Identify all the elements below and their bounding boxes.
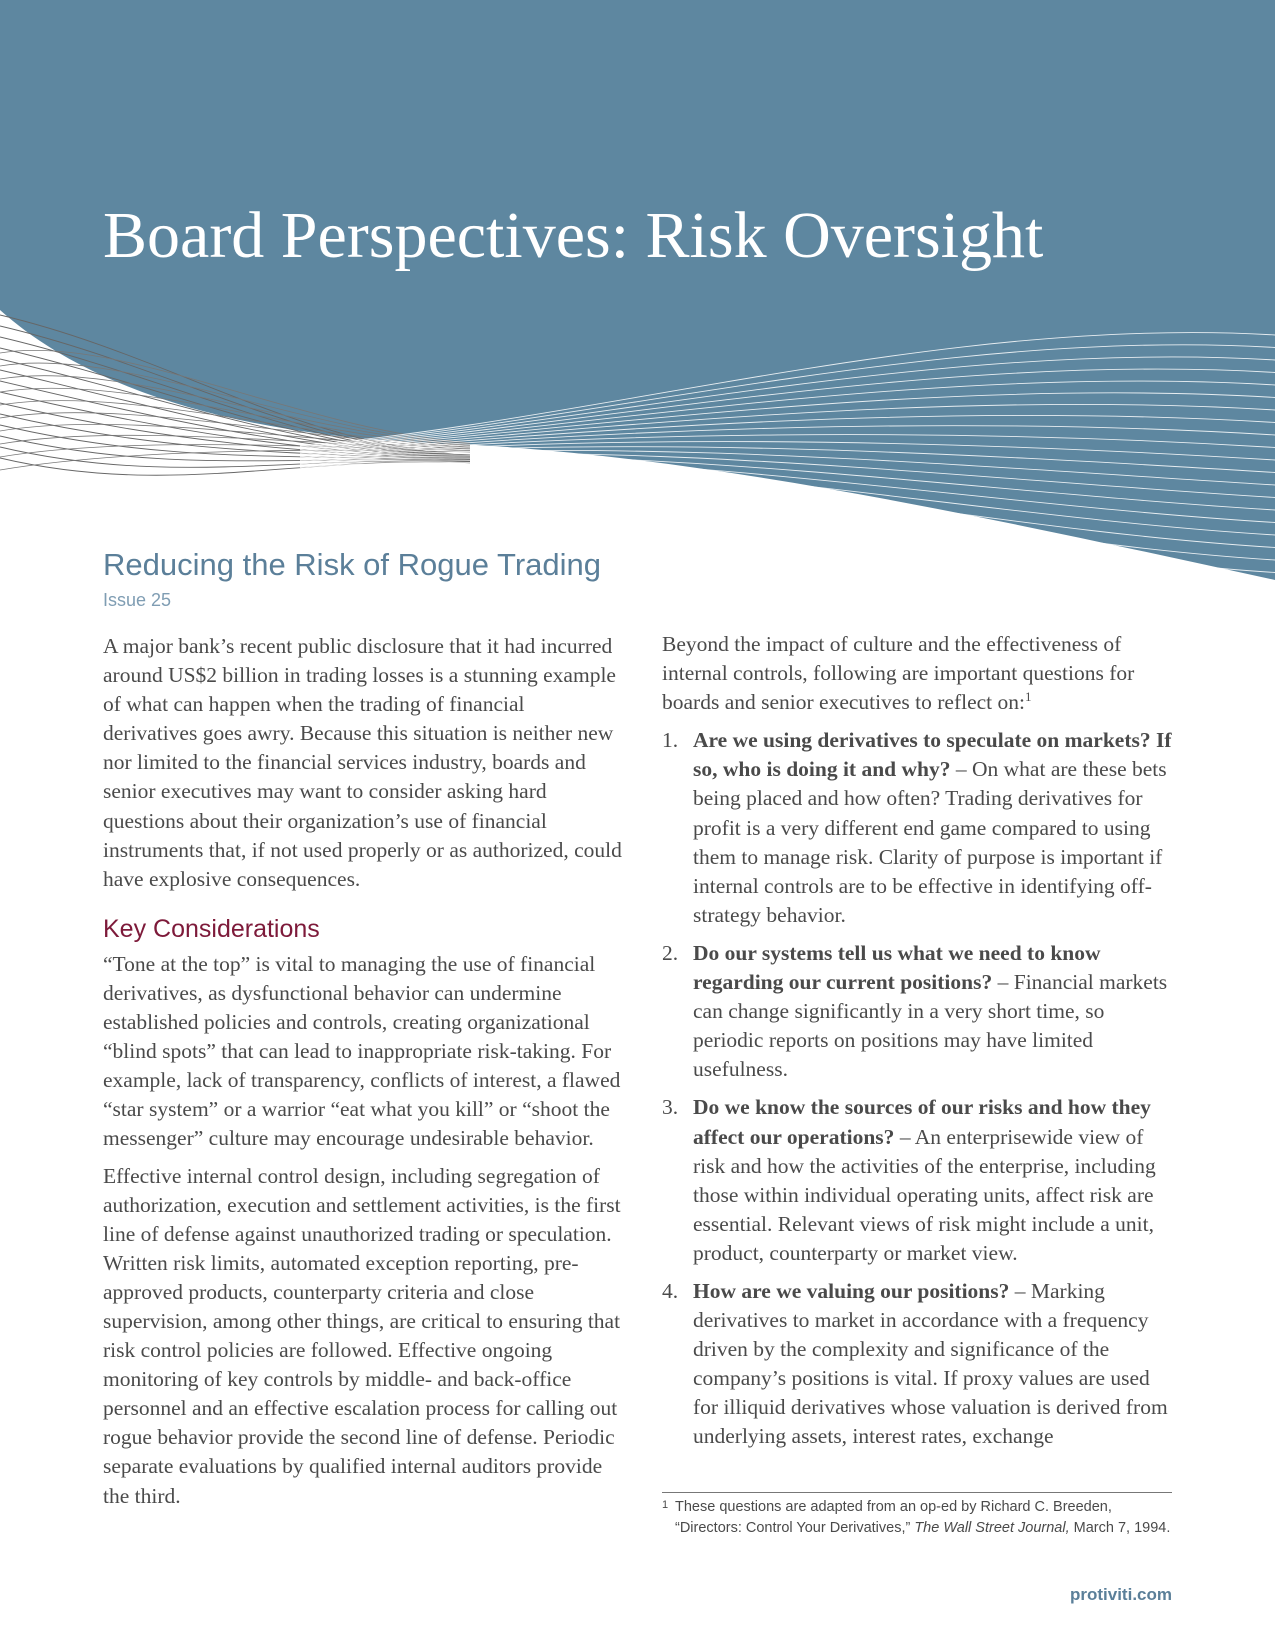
intro-paragraph: A major bank’s recent public disclosure that it had incurred around US$2 billion in trading losses is a stunning example of what can happen when the trading of financial derivatives goes awry. Because this situation is neither new nor limited to the financial services industry, boards and senior executives may want to consider asking hard questions about their organization’s use of financial instruments that, if not used properly or as authorized, could have explosive consequences. xyxy=(103,634,622,891)
list-item-number: 4. xyxy=(662,1278,679,1303)
section-heading-key-considerations: Key Considerations xyxy=(103,914,320,943)
list-item xyxy=(662,1093,1172,1268)
header-banner-background xyxy=(0,0,1275,580)
footnote-mark: 1 xyxy=(662,1499,669,1511)
body-paragraph-internal-control: Effective internal control design, including segregation of authorization, execution and settlement activities, is the first line of defense against unauthorized trading or speculation. Written risk limits, automated exception reporting, pre-approved products, counterparty criteria and close supervision, among other things, are critical to ensuring that risk control policies are followed. Effective ongoing monitoring of key controls by middle- and back-office personnel and an effective escalation process for calling out rogue behavior provide the second line of defense. Periodic separate evaluations by qualified internal auditors provide the third. xyxy=(103,1163,621,1508)
list-item-number: 3. xyxy=(662,1095,679,1120)
footnote-text xyxy=(662,1497,1177,1539)
footnote-text-after: March 7, 1994. xyxy=(1069,1520,1171,1536)
answer-text: – On what are these bets being placed and how often? Trading derivatives for profit is a very different end game compared to using them to manage risk. Clarity of purpose is important if internal controls are to be effective in identifying off-strategy behavior. xyxy=(693,757,1167,927)
question-text: How are we valuing our positions? xyxy=(693,1278,1010,1303)
header-banner-graphic xyxy=(0,0,1275,590)
answer-text: – Financial markets can change significantly in a very short time, so periodic reports on positions may have limited usefulness. xyxy=(693,970,1168,1082)
list-item xyxy=(662,726,1172,930)
issue-number: Issue 25 xyxy=(103,590,172,610)
footnote-divider xyxy=(662,1492,1172,1493)
answer-text: – An enterprisewide view of risk and how the activities of the enterprise, including those within individual operating units, affect risk are essential. Relevant views of risk might include a unit, product, counterparty or market view. xyxy=(693,1124,1156,1265)
questions-intro xyxy=(662,630,1172,717)
question-text: Do we know the sources of our risks and how they affect our operations? xyxy=(693,1095,1151,1149)
list-item xyxy=(662,1277,1172,1452)
questions-intro-text: Beyond the impact of culture and the effectiveness of internal controls, following are important questions for boards and senior executives to reflect on: xyxy=(662,632,1135,715)
question-text: Do our systems tell us what we need to know regarding our current positions? xyxy=(693,940,1101,995)
article-title: Reducing the Risk of Rogue Trading xyxy=(103,547,602,582)
right-column xyxy=(662,630,1172,1461)
question-text: Are we using derivatives to speculate on markets? If so, who is doing it and why? xyxy=(693,728,1172,782)
website-link[interactable]: protiviti.com xyxy=(1069,1585,1172,1604)
page-title: Board Perspectives: Risk Oversight xyxy=(103,199,1044,272)
left-column xyxy=(103,632,623,1511)
body-paragraph-tone-at-top: “Tone at the top” is vital to managing the use of financial derivatives, as dysfunctional behavior can undermine established policies and controls, creating organizational “blind spots” that can lead to inappropriate risk-taking. For example, lack of transparency, conflicts of interest, a flawed “star system” or a warrior “eat what you kill” or “shoot the messenger” culture may encourage undesirable behavior. xyxy=(103,951,621,1151)
questions-list xyxy=(662,726,1172,1451)
footnote-publication: The Wall Street Journal, xyxy=(914,1520,1070,1536)
answer-text: – Marking derivatives to market in accordance with a frequency driven by the complexity and significance of the company’s positions is vital. If proxy values are used for illiquid derivatives whose valuation is derived from underlying assets, interest rates, exchange xyxy=(693,1278,1168,1449)
footnote-reference: 1 xyxy=(1024,689,1032,705)
list-item-number: 2. xyxy=(662,940,679,965)
list-item xyxy=(662,939,1172,1084)
list-item-number: 1. xyxy=(662,728,679,753)
footnote-text-before: These questions are adapted from an op-ed by Richard C. Breeden, “Directors: Control Your Derivatives,” xyxy=(675,1499,1112,1536)
footnote xyxy=(662,1497,1177,1539)
